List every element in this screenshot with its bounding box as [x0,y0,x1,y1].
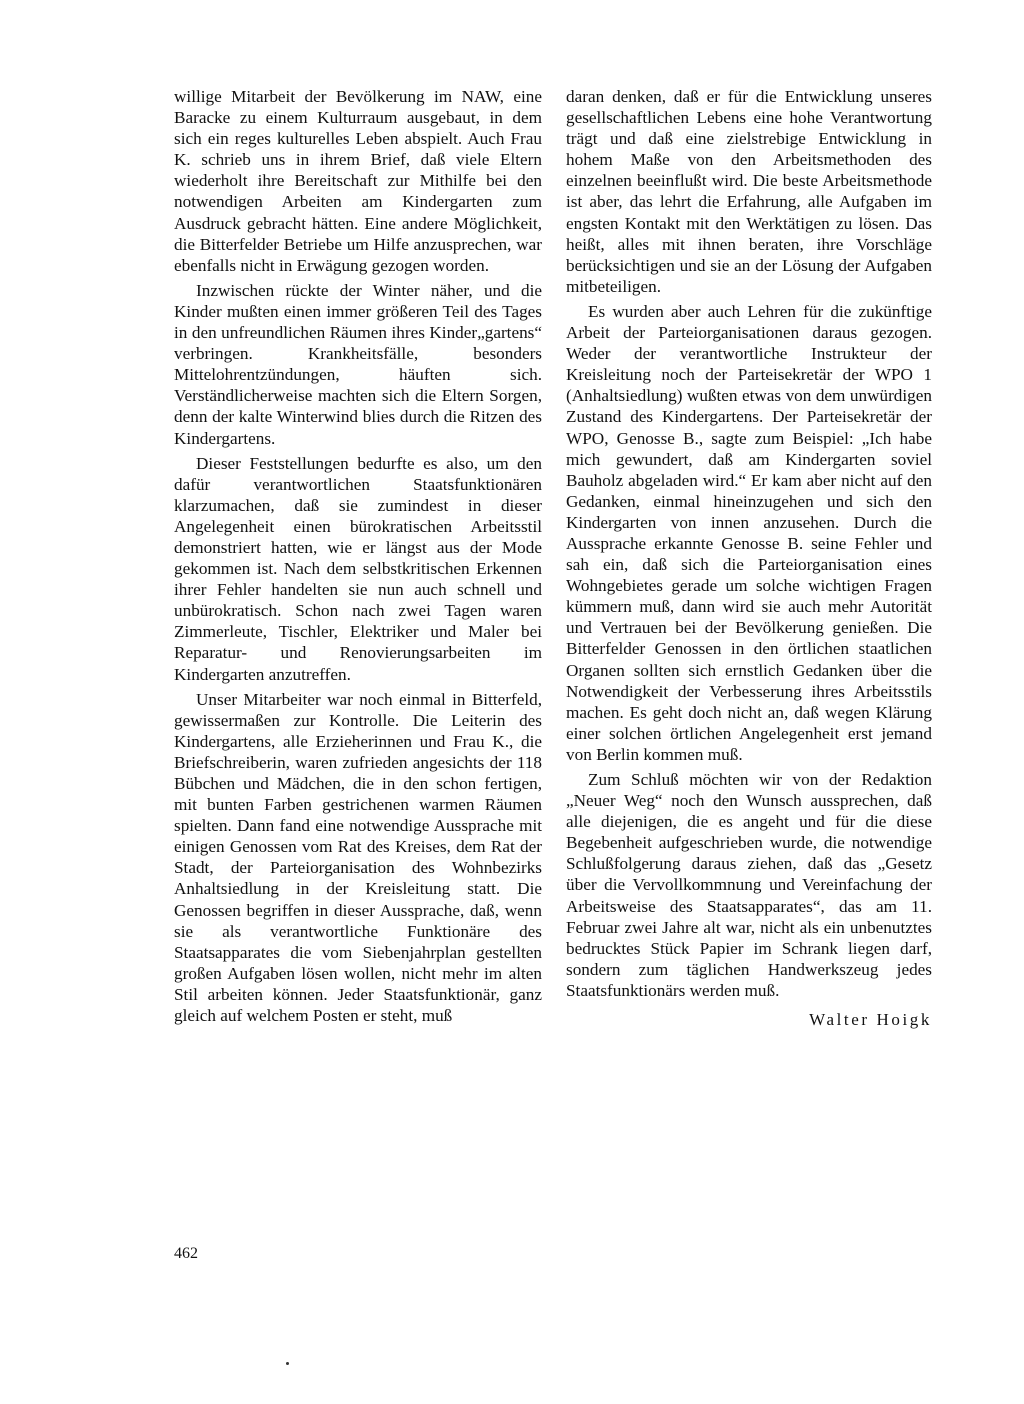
paragraph: Unser Mitarbeiter war noch einmal in Bitterfeld, gewissermaßen zur Kontrolle. Die Leiterin des Kindergartens, alle Erzieherinnen und Frau K., die Briefschreiberin, waren zufrieden angesichts der 118 Bübchen und Mädchen, die in den schon fertigen, mit bunten Farben gestrichenen warmen Räumen spielten. Dann fand eine notwendige Aussprache mit einigen Genossen vom Rat des Kreises, dem Rat der Stadt, der Parteiorganisation des Wohnbezirks Anhaltsiedlung in der Kreisleitung statt. Die Genossen begriffen in dieser Aussprache, daß, wenn sie als verantwortliche Funktionäre des Staatsapparates die vom Siebenjahrplan gestellten großen Aufgaben lösen wollen, nicht mehr im alten Stil arbeiten können. Jeder Staatsfunktionär, ganz gleich auf welchem Posten er steht, muß [174,689,542,1026]
paragraph: Es wurden aber auch Lehren für die zukünftige Arbeit der Parteiorganisationen daraus gezogen. Weder der verantwortliche Instrukteur der Kreisleitung noch der Parteisekretär der WPO 1 (Anhaltsiedlung) wußten etwas von dem unwürdigen Zustand des Kindergartens. Der Parteisekretär der WPO, Genosse B., sagte zum Beispiel: „Ich habe mich gewundert, daß am Kindergarten soviel Bauholz abgeladen wird.“ Er kam aber nicht auf den Gedanken, einmal hineinzugehen und sich den Kindergarten von innen anzusehen. Durch die Aussprache erkannte Genosse B. seine Fehler und sah ein, daß sich die Parteiorganisation eines Wohngebietes gerade um solche wichtigen Fragen kümmern muß, dann wird sie auch mehr Autorität und Vertrauen bei der Bevölkerung genießen. Die Bitterfelder Genossen in den örtlichen staatlichen Organen sollten sich ernstlich Gedanken über die Notwendigkeit der Verbesserung ihres Arbeitsstils machen. Es geht doch nicht an, daß wegen Klärung einer solchen örtlichen Angelegenheit erst jemand von Berlin kommen muß. [566,301,932,764]
left-text-column [174,86,542,1026]
right-text-column [566,86,932,1030]
paragraph: Zum Schluß möchten wir von der Redaktion „Neuer Weg“ noch den Wunsch aussprechen, daß alle diejenigen, die es angeht und für die diese Begebenheit aufgeschrieben wurde, die notwendige Schlußfolgerung daraus ziehen, daß das „Gesetz über die Vervollkommnung und Vereinfachung der Arbeitsweise des Staatsapparates“, das am 11. Februar zwei Jahre alt war, nicht als ein unbenutztes bedrucktes Stück Papier im Schrank liegen darf, sondern zum täglichen Handwerkszeug jedes Staatsfunktionärs werden muß. [566,770,932,1000]
paragraph: willige Mitarbeit der Bevölkerung im NAW, eine Baracke zu einem Kulturraum ausgebaut, in dem sich ein reges kulturelles Leben abspielt. Auch Frau K. schrieb uns in ihrem Brief, daß viele Eltern wiederholt ihre Bereitschaft zur Mithilfe bei den notwendigen Arbeiten am Kindergarten zum Ausdruck gebracht hätten. Eine andere Möglichkeit, die Bitterfelder Betriebe um Hilfe anzusprechen, war ebenfalls nicht in Erwägung gezogen worden. [174,87,542,275]
author-signature: Walter Hoigk [809,1010,932,1030]
paragraph: daran denken, daß er für die Entwicklung unseres gesellschaftlichen Lebens eine hohe Verantwortung trägt und daß eine zielstrebige Entwicklung in hohem Maße von den Arbeitsmethoden des einzelnen beeinflußt wird. Die beste Arbeitsmethode ist aber, das lehrt die Erfahrung, alle Aufgaben im engsten Kontakt mit den Werktätigen zu lösen. Das heißt, alles mit ihnen beraten, ihre Vorschläge berücksichtigen und sie an der Lösung der Aufgaben mitbeteiligen. [566,87,932,296]
paragraph: Inzwischen rückte der Winter näher, und die Kinder mußten einen immer größeren Teil des Tages in den unfreundlichen Räumen ihres Kinder„gartens“ verbringen. Krankheitsfälle, besonders Mittelohrentzündungen, häuften sich. Verständlicherweise machten sich die Eltern Sorgen, denn der kalte Winterwind blies durch die Ritzen des Kindergartens. [174,280,542,448]
paragraph: Dieser Feststellungen bedurfte es also, um den dafür verantwortlichen Staatsfunktionären klarzumachen, daß sie zumindest in dieser Angelegenheit einen bürokratischen Arbeitsstil demonstriert hatten, wie er längst aus der Mode gekommen ist. Nach dem selbstkritischen Erkennen ihrer Fehler handelten sie nun auch schnell und unbürokratisch. Schon nach zwei Tagen waren Zimmerleute, Tischler, Elektriker und Maler bei Reparatur- und Renovierungsarbeiten im Kindergarten anzutreffen. [174,453,542,684]
page-number: 462 [174,1245,198,1262]
scan-speck [286,1362,289,1365]
